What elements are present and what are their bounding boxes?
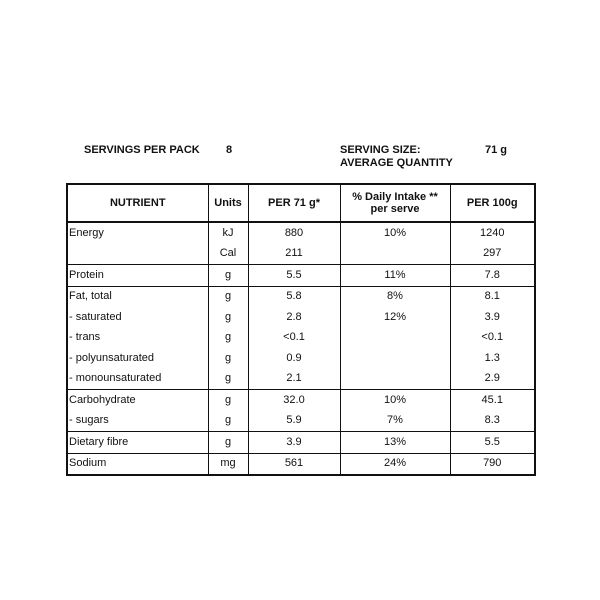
units-cell: g xyxy=(208,286,248,307)
nutrient-cell xyxy=(67,244,208,265)
per-100g-cell: 790 xyxy=(450,453,535,475)
table-row xyxy=(67,453,535,475)
per-serve-cell: 211 xyxy=(248,244,340,265)
per-serve-cell: 5.5 xyxy=(248,265,340,287)
per-100g-cell: 7.8 xyxy=(450,265,535,287)
serving-size-label: SERVING SIZE: xyxy=(340,144,421,156)
nutrient-cell: Fat, total xyxy=(67,286,208,307)
units-cell: g xyxy=(208,369,248,390)
units-cell: Cal xyxy=(208,244,248,265)
per-100g-cell: 1240 xyxy=(450,222,535,244)
nutrient-cell: - trans xyxy=(67,328,208,349)
daily-intake-cell: 13% xyxy=(340,432,450,454)
nutrient-cell: - monounsaturated xyxy=(67,369,208,390)
per-100g-cell: 2.9 xyxy=(450,369,535,390)
nutrient-cell: Energy xyxy=(67,222,208,244)
daily-intake-cell: 24% xyxy=(340,453,450,475)
per-100g-cell: 8.1 xyxy=(450,286,535,307)
table-row xyxy=(67,222,535,244)
column-header-per-serve: PER 71 g* xyxy=(248,184,340,222)
table-row xyxy=(67,286,535,307)
per-100g-cell: 45.1 xyxy=(450,390,535,411)
nutrient-cell: Protein xyxy=(67,265,208,287)
per-serve-cell: <0.1 xyxy=(248,328,340,349)
daily-intake-cell: 8% xyxy=(340,286,450,307)
daily-intake-cell: 7% xyxy=(340,411,450,432)
per-serve-cell: 2.8 xyxy=(248,307,340,328)
column-header-nutrient: NUTRIENT xyxy=(67,184,208,222)
nutrient-cell: - polyunsaturated xyxy=(67,348,208,369)
daily-intake-header-line1: % Daily Intake ** xyxy=(352,191,438,203)
daily-intake-cell xyxy=(340,328,450,349)
table-row xyxy=(67,411,535,432)
units-cell: kJ xyxy=(208,222,248,244)
table-body xyxy=(67,222,535,475)
table-row xyxy=(67,265,535,287)
units-cell: g xyxy=(208,432,248,454)
per-serve-cell: 3.9 xyxy=(248,432,340,454)
per-serve-cell: 2.1 xyxy=(248,369,340,390)
per-serve-cell: 561 xyxy=(248,453,340,475)
daily-intake-cell: 10% xyxy=(340,390,450,411)
per-100g-cell: 1.3 xyxy=(450,348,535,369)
per-serve-cell: 880 xyxy=(248,222,340,244)
per-100g-cell: <0.1 xyxy=(450,328,535,349)
table-row xyxy=(67,348,535,369)
per-serve-cell: 0.9 xyxy=(248,348,340,369)
daily-intake-header-line2: per serve xyxy=(370,203,420,215)
units-cell: g xyxy=(208,390,248,411)
nutrient-cell: - sugars xyxy=(67,411,208,432)
daily-intake-cell: 12% xyxy=(340,307,450,328)
nutrient-cell: - saturated xyxy=(67,307,208,328)
nutrient-cell: Carbohydrate xyxy=(67,390,208,411)
units-cell: g xyxy=(208,411,248,432)
table-row xyxy=(67,328,535,349)
serving-size-value: 71 g xyxy=(485,144,508,156)
per-serve-cell: 32.0 xyxy=(248,390,340,411)
column-header-daily-intake xyxy=(340,184,450,222)
per-100g-cell: 3.9 xyxy=(450,307,535,328)
daily-intake-cell xyxy=(340,348,450,369)
table-row xyxy=(67,390,535,411)
units-cell: g xyxy=(208,265,248,287)
daily-intake-cell xyxy=(340,244,450,265)
per-serve-cell: 5.9 xyxy=(248,411,340,432)
daily-intake-cell: 11% xyxy=(340,265,450,287)
column-header-per-100g: PER 100g xyxy=(450,184,535,222)
units-cell: mg xyxy=(208,453,248,475)
nutrient-cell: Dietary fibre xyxy=(67,432,208,454)
daily-intake-cell xyxy=(340,369,450,390)
table-header-row xyxy=(67,184,535,222)
table-row xyxy=(67,432,535,454)
units-cell: g xyxy=(208,348,248,369)
column-header-units: Units xyxy=(208,184,248,222)
nutrition-information-table xyxy=(66,183,536,476)
table-row xyxy=(67,244,535,265)
per-100g-cell: 297 xyxy=(450,244,535,265)
servings-per-pack-value: 8 xyxy=(226,144,233,156)
servings-per-pack-label: SERVINGS PER PACK xyxy=(84,144,200,156)
table-row xyxy=(67,369,535,390)
daily-intake-cell: 10% xyxy=(340,222,450,244)
average-quantity-label: AVERAGE QUANTITY xyxy=(340,157,453,169)
units-cell: g xyxy=(208,328,248,349)
per-100g-cell: 5.5 xyxy=(450,432,535,454)
nutrient-cell: Sodium xyxy=(67,453,208,475)
table-row xyxy=(67,307,535,328)
units-cell: g xyxy=(208,307,248,328)
per-serve-cell: 5.8 xyxy=(248,286,340,307)
per-100g-cell: 8.3 xyxy=(450,411,535,432)
